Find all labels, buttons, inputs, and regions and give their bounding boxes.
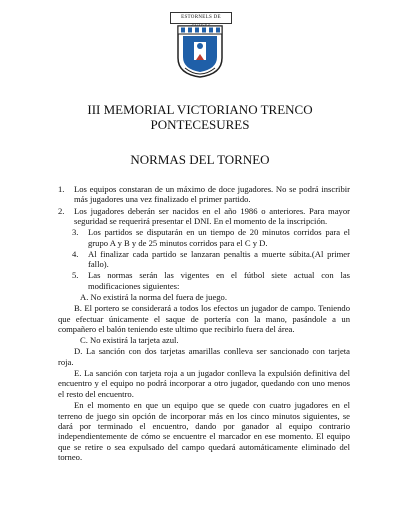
rule-item: [58, 184, 350, 205]
rule-number: 1.: [58, 184, 65, 194]
section-title: NORMAS DEL TORNEO: [130, 152, 270, 167]
subrule-a: A. No existirá la norma del fuera de juego.: [80, 292, 227, 303]
rule-text: Los equipos constaran de un máximo de doce jugadores. No se podrá inscribir más jugadores una vez finalizado el primer partido.: [74, 184, 350, 205]
rule-text: Los partidos se disputarán en un tiempo de 20 minutos corridos para el grupo A y B y de 25 minutos corridos para el C y D.: [88, 227, 350, 248]
rule-text: Al finalizar cada partido se lanzaran penaltis a muerte súbita.(Al primer fallo).: [88, 248, 350, 270]
crest-logo: [170, 10, 230, 80]
rule-item: [58, 227, 350, 248]
rule-item: [58, 270, 350, 291]
subrule-e: E. La sanción con tarjeta roja a un jugador conlleva la expulsión definitiva del encuentro y el equipo no podrá incorporar a otro jugador, quedando con uno menos el resto del encuentro.: [58, 368, 350, 399]
shield-icon: [176, 24, 224, 78]
rule-text: Los jugadores deberán ser nacidos en el año 1986 o anteriores. Para mayor seguridad se requerirá presentar el DNI. En el momento de la inscripción.: [74, 205, 350, 227]
subrule-d: D. La sanción con dos tarjetas amarillas conlleva ser sancionado con tarjeta roja.: [58, 346, 350, 367]
rule-item: [58, 249, 350, 270]
subrule-b: B. El portero se considerará a todos los efectos un jugador de campo. Teniendo que efectuar únicamente el saque de portería con la mano, pasándole a un compañero el balón teniendo este ultimo que recibirlo fuera del área.: [58, 303, 350, 335]
page-title: III MEMORIAL VICTORIANO TRENCO: [87, 102, 313, 117]
rule-text: Las normas serán las vigentes en el fútbol siete actual con las modificaciones siguientes:: [88, 270, 350, 291]
crest-banner: ESTORNELS DE: [170, 12, 232, 24]
subrule-f: En el momento en que un equipo que se quede con cuatro jugadores en el terreno de juego sin opción de incorporar más en los cinco minutos siguientes, se dará por terminado el encuentro, dando por ganador al equipo contrario independientemente de cómo se encuentre el marcador en ese momento. El equipo que se retire o sea expulsado del campo quedará automáticamente eliminado del torneo.: [58, 400, 350, 463]
rule-number: 4.: [72, 248, 79, 259]
subrule-c: C. No existirá la tarjeta azul.: [80, 335, 179, 346]
page-subtitle: PONTECESURES: [150, 117, 250, 132]
rule-number: 3.: [72, 227, 79, 238]
rules-body: [58, 184, 350, 463]
rule-number: 2.: [58, 205, 65, 216]
rule-item: [58, 206, 350, 227]
rule-number: 5.: [72, 270, 79, 281]
